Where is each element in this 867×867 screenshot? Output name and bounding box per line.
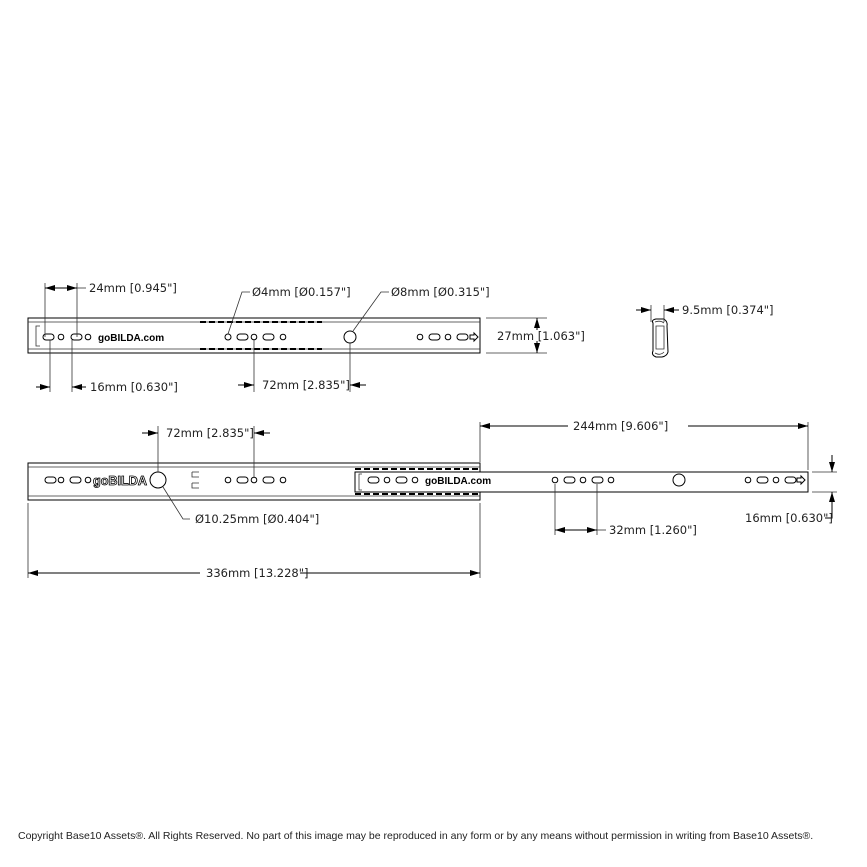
dim-hole-8mm-label: Ø8mm [Ø0.315"] bbox=[391, 285, 490, 299]
dim-thickness-label: 9.5mm [0.374"] bbox=[682, 303, 774, 317]
dim-16mm-label: 16mm [0.630"] bbox=[90, 380, 178, 394]
brand-text-slider: goBILDA.com bbox=[425, 476, 492, 487]
dim-24mm-label: 24mm [0.945"] bbox=[89, 281, 177, 295]
gobilda-logo bbox=[93, 473, 148, 488]
dim-244mm-label: 244mm [9.606"] bbox=[573, 419, 669, 433]
svg-text:goBILDA: goBILDA bbox=[93, 473, 148, 488]
dim-336mm-label: 336mm [13.228"] bbox=[206, 566, 309, 580]
dim-32mm-label: 32mm [1.260"] bbox=[609, 523, 697, 537]
brand-text: goBILDA.com bbox=[98, 333, 165, 344]
copyright-notice: Copyright Base10 Assets®. All Rights Reserved. No part of this image may be reproduced in any form or by any means without permission in writing from Base10 Assets®. bbox=[18, 830, 814, 842]
extended-view-rail bbox=[28, 463, 808, 500]
hole-10mm bbox=[150, 472, 166, 488]
dim-72mm-label: 72mm [2.835"] bbox=[262, 378, 350, 392]
dim-27mm-label: 27mm [1.063"] bbox=[497, 329, 585, 343]
side-view-profile bbox=[636, 303, 774, 357]
dim-hole-4mm-label: Ø4mm [Ø0.157"] bbox=[252, 285, 351, 299]
direction-arrow-icon bbox=[470, 333, 478, 341]
dim-hole-10mm-label: Ø10.25mm [Ø0.404"] bbox=[195, 512, 320, 526]
dim-16mm-label-extended: 16mm [0.630"] bbox=[745, 511, 833, 525]
dim-72mm-label-extended: 72mm [2.835"] bbox=[166, 426, 254, 440]
